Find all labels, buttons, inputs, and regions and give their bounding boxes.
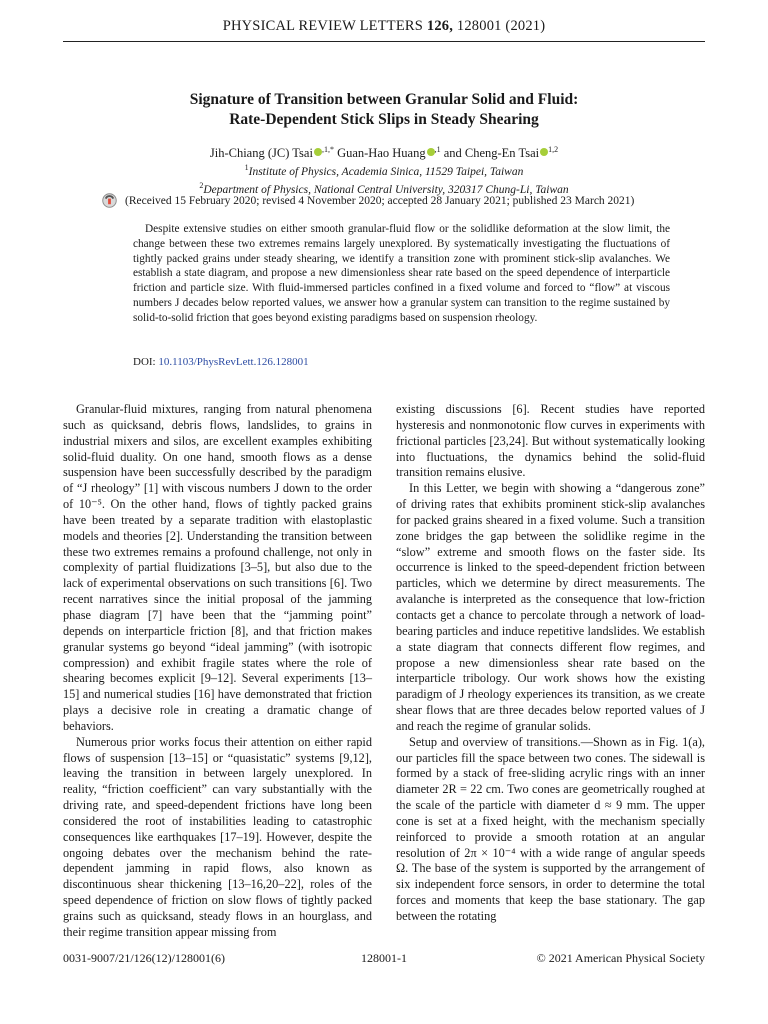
page-number: 128001-1 [361,951,407,965]
journal-name: PHYSICAL REVIEW LETTERS [222,18,424,34]
affiliation-1: $^1$Institute of Physics, Academia Sinica, 11529 Taipei, Taiwan [244,163,524,178]
author-2[interactable]: Guan-Hao Huang [337,146,426,161]
running-header [63,18,705,35]
author-1-affil: ,1,* [321,145,334,154]
author-2-affil: ,1 [434,145,441,154]
footer-code: 0031-9007/21/126(12)/128001(6) [63,951,225,965]
volume-number: 126, [426,18,454,34]
title-line-2: Rate-Dependent Stick Slips in Steady Shearing [229,111,539,128]
doi-link[interactable]: 10.1103/PhysRevLett.126.128001 [158,356,309,368]
crossmark-icon[interactable] [102,193,117,208]
orcid-icon[interactable] [314,148,322,156]
left-column [63,402,372,941]
article-title [63,90,705,130]
author-1[interactable]: Jih-Chiang (JC) Tsai [209,146,313,161]
publication-history: (Received 15 February 2020; revised 4 November 2020; accepted 28 January 2021; published 23 March 2021) [125,195,635,207]
abstract: Despite extensive studies on either smooth granular-fluid flow or the solidlike deformation at the slow limit, the change between these two extremes remains largely unexplored. By systematically investigating the fluctuations of tightly packed grains under steady shearing, we identify a transition zone with prominent stick-slip avalanches. We establish a state diagram, and propose a new dimensionless shear rate based on the speed dependence of interparticle friction and particle size. With fluid-immersed particles confined in a fixed volume and forced to “flow” at viscous numbers J decades below reported values, we answer how a granular system can transition to the regime sustained by solid-to-solid friction that goes beyond existing paradigms based on suspension rheology. [133,223,670,324]
paragraph: Granular-fluid mixtures, ranging from natural phenomena such as quicksand, debris flows, landslides, to grains in industrial mixers and silos, are excellent examples exhibiting solid-fluid duality. On one hand, smooth flows as a dense suspension have been successfully described by the paradigm of “J rheology” [1] with viscous numbers J down to the order of 10⁻⁵. On the other hand, flows of tightly packed grains have been treated by a separate tradition with elastoplastic models and theories [2]. Understanding the transition between these two extremes remains a profound challenge, not only in complexity of partial fluidizations [3–5], but also due to the lack of experimental observations on such transitions [6]. Two recent narratives since the initial proposal of the jamming phase diagram [7] have been that the “jamming point” depends on interparticle friction [8], and that friction makes granular systems go beyond “ideal jamming” (with isotropic compression) and exhibit fragile states where the role of shearing becomes explicit [9–12]. Several experiments [13–15] and numerical studies [16] have demonstrated that friction plays a decisive role in creating a dramatic change of behaviors. [63,402,372,733]
author-list [63,142,705,161]
paragraph: Setup and overview of transitions.—Shown as in Fig. 1(a), our particles fill the space between two cones. The sidewall is formed by a stack of free-sliding acrylic rings with an inner diameter 2R = 22 cm. Two cones are geometrically roughed at the scale of the particle with diameter d ≈ 9 mm. The upper cone is set at a fixed height, with the mechanism specially reinforced to provide a smooth rotation at an angular resolution of 2π × 10⁻⁴ with a wide range of angular speeds Ω. The base of the system is supported by the arrangement of six independent force sensors, in order to determine the total forces and moments that keep the base stationary. The gap between the rotating [396,734,705,923]
orcid-icon[interactable] [427,148,435,156]
paragraph: In this Letter, we begin with showing a “dangerous zone” of driving rates that exhibits prominent stick-slip avalanches for packed grains sheared in a fixed volume. Such a transition zone bridges the gap between the solidlike regime in the “slow” extreme and smooth flows on the faster side. Its occurrence is linked to the speed-dependent friction between particles, which we determine by direct measurements. The avalanche is interpreted as the consequence that low-friction contacts get a chance to percolate through a network of load-bearing particles and induce repetitive landslides. We establish a state diagram that connects different flow regimes, and propose a new dimensionless shear rate based on the interparticle tribology. Our work shows how the existing paradigm of J rheology experiences its transition, as we create shear flows that are three decades below reported values of J and reach the regime of granular solids. [396,481,705,733]
orcid-icon[interactable] [540,148,548,156]
copyright: © 2021 American Physical Society [536,951,705,965]
doi-line [133,356,309,368]
header-rule [63,41,705,42]
article-number: 128001 (2021) [456,18,546,34]
doi-label: DOI: [133,356,156,368]
right-column [396,402,705,925]
author-3-affil: 1,2 [548,145,559,154]
affiliation-2: $^2$Department of Physics, National Central University, 320317 Chung-Li, Taiwan [199,180,569,196]
paragraph: existing discussions [6]. Recent studies have reported hysteresis and nonmonotonic flow curves in experiments with frictional particles [23,24]. But without systematically looking into fluctuations, the dynamics behind the solid-fluid transition remains elusive. [396,402,705,480]
title-line-1: Signature of Transition between Granular Solid and Fluid: [189,91,579,108]
author-block [63,142,705,197]
paragraph: Numerous prior works focus their attention on either rapid flows of suspension [13–15] or “quasistatic” systems [9,12], leaving the transition in between largely unexplored. In reality, “friction coefficient” can vary substantially with the driving rate, and speed-dependent frictions have long been considered the root of instabilities leading to catastrophic consequences like earthquakes [17–19]. However, despite the ongoing debates over the mechanism behind the rate-dependent jamming in rapid flows, also known as discontinuous shear thickening [13–16,20–22], roles of the speed dependence of friction on slow flows of tightly packed grains such as quicksand, steady flows in an hourglass, and their regime transition appear missing from [63,734,372,939]
author-3[interactable]: and Cheng-En Tsai [443,146,540,161]
